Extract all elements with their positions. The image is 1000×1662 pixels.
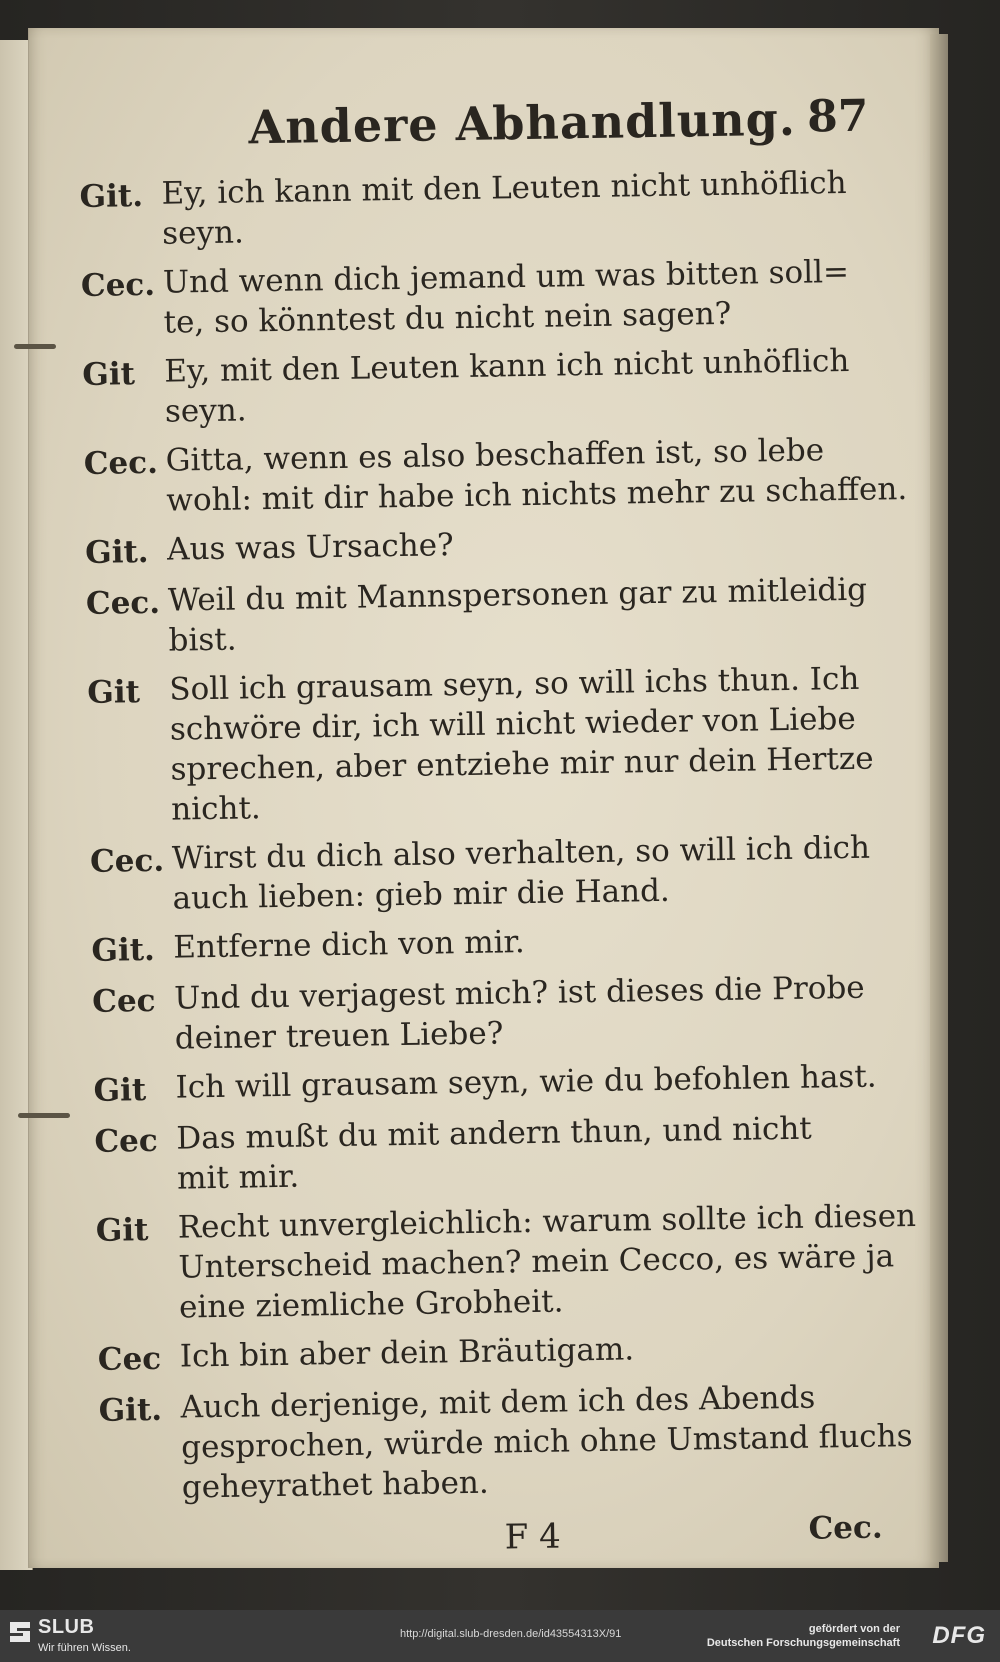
funding-notice [707,1622,900,1650]
running-title: Andere Abhandlung. [248,91,797,155]
speaker-label: Git. [79,177,144,215]
page-content [78,83,917,1572]
speech-entry [95,1196,917,1328]
text-line: te, so könntest du nicht nein sagen? [163,295,732,341]
text-line: bist. [168,621,237,659]
speaker-label: Cec [94,1122,159,1160]
dialogue [79,163,917,1509]
speech-text [161,163,870,254]
speech-text [163,252,872,343]
text-line: seyn. [164,392,247,430]
binding-pin [14,344,56,349]
speech-text [176,1107,885,1198]
text-line: Wirst du dich also verhalten, so will ich dich [171,829,871,877]
speech-entry [90,827,881,919]
page-edge [930,34,948,1562]
dfg-logo[interactable]: DFG [932,1622,986,1649]
binding-pin [18,1113,70,1118]
speaker-label: Cec. [89,842,165,880]
funding-line: Deutschen Forschungsgemeinschaft [706,1637,900,1649]
running-head [78,83,869,175]
speech-entry [94,1107,885,1199]
speech-entry [92,967,883,1059]
speech-entry [83,430,908,522]
speaker-label: Git [82,356,136,393]
slub-tagline: Wir führen Wissen. [38,1642,131,1654]
catchword: Cec. [808,1509,883,1547]
slub-logo-text[interactable]: SLUB [38,1616,95,1638]
speaker-label: Git. [98,1391,163,1429]
speech-entry [98,1325,889,1379]
text-line: Gitta, wenn es also beschaffen ist, so lebe [165,432,825,479]
speaker-label: Git [95,1212,149,1249]
text-line: Auch derjenige, mit dem ich des Abends [180,1379,816,1426]
text-line: geheyrathet haben. [181,1464,489,1506]
speaker-label: Git. [91,931,156,969]
page-number: 87 [806,90,869,143]
speech-entry [82,341,873,433]
speaker-label: Cec. [80,266,156,304]
speech-text [175,1056,884,1107]
speech-entry [87,659,879,831]
speaker-label: Git [93,1072,147,1109]
text-line: Das mußt du mit andern thun, und nicht [176,1110,813,1157]
text-line: Und wenn dich jemand um was bitten soll= [162,253,850,301]
text-line: Recht unvergleichlich: warum sollte ich diesen [177,1197,917,1246]
text-line: Unterscheid machen? mein Cecco, es wäre ja [178,1238,895,1286]
text-line: Weil du mit Mannspersonen gar zu mitleidig [167,571,868,619]
speech-entry [93,1056,884,1110]
speaker-label: Git [87,674,141,711]
speech-text [180,1376,913,1507]
speaker-label: Cec. [85,584,161,622]
speech-text [172,827,881,918]
text-line: Ey, ich kann mit den Leuten nicht unhöflich [161,164,847,212]
text-line: seyn. [161,214,245,252]
speaker-label: Cec. [83,444,159,482]
speech-entry [85,519,876,573]
speech-text [177,1196,917,1328]
speaker-label: Git. [84,533,149,571]
speech-entry [79,163,870,255]
text-line: deiner treuen Liebe? [174,1015,504,1057]
text-line: gesprochen, würde mich ohne Umstand fluchs [180,1418,913,1466]
speech-entry [86,570,877,662]
permalink[interactable]: http://digital.slub-dresden.de/id43554313X/91 [400,1628,622,1640]
speech-text [180,1325,889,1376]
speaker-label: Cec [91,982,156,1020]
speech-text [167,519,876,570]
text-line: Ey, mit den Leuten kann ich nicht unhöflich [164,342,850,390]
text-line: sprechen, aber entziehe mir nur dein Hertze [170,740,874,788]
speaker-label: Cec [97,1340,162,1378]
text-line: eine ziemliche Grobheit. [178,1283,564,1326]
speech-text [168,570,877,661]
speech-text [169,659,879,830]
text-line: Ich bin aber dein Bräutigam. [179,1331,635,1375]
text-line: nicht. [170,790,262,828]
speech-text [165,429,907,521]
text-line: Und du verjagest mich? ist dieses die Probe [173,969,865,1017]
speech-entry [81,252,872,344]
speech-entry [98,1376,913,1508]
text-line: wohl: mit dir habe ich nichts mehr zu schaffen. [166,471,908,519]
speech-text [164,341,873,432]
funding-line: gefördert von der [808,1623,900,1635]
speech-entry [91,916,882,970]
text-line: schwöre dir, ich will nicht wieder von Liebe [169,700,856,748]
text-line: Soll ich grausam seyn, so will ichs thun. Ich [169,660,860,708]
text-line: mit mir. [176,1158,300,1197]
text-line: auch lieben: gieb mir die Hand. [172,872,671,917]
signature-mark: F 4 [504,1516,562,1558]
speech-text [174,967,883,1058]
text-line: Ich will grausam seyn, wie du befohlen hast. [175,1058,877,1106]
text-line: Aus was Ursache? [166,527,454,568]
viewer-footer-bar [0,1610,1000,1662]
speech-text [173,916,882,967]
text-line: Entferne dich von mir. [173,924,526,966]
slub-logo-icon [10,1622,30,1642]
